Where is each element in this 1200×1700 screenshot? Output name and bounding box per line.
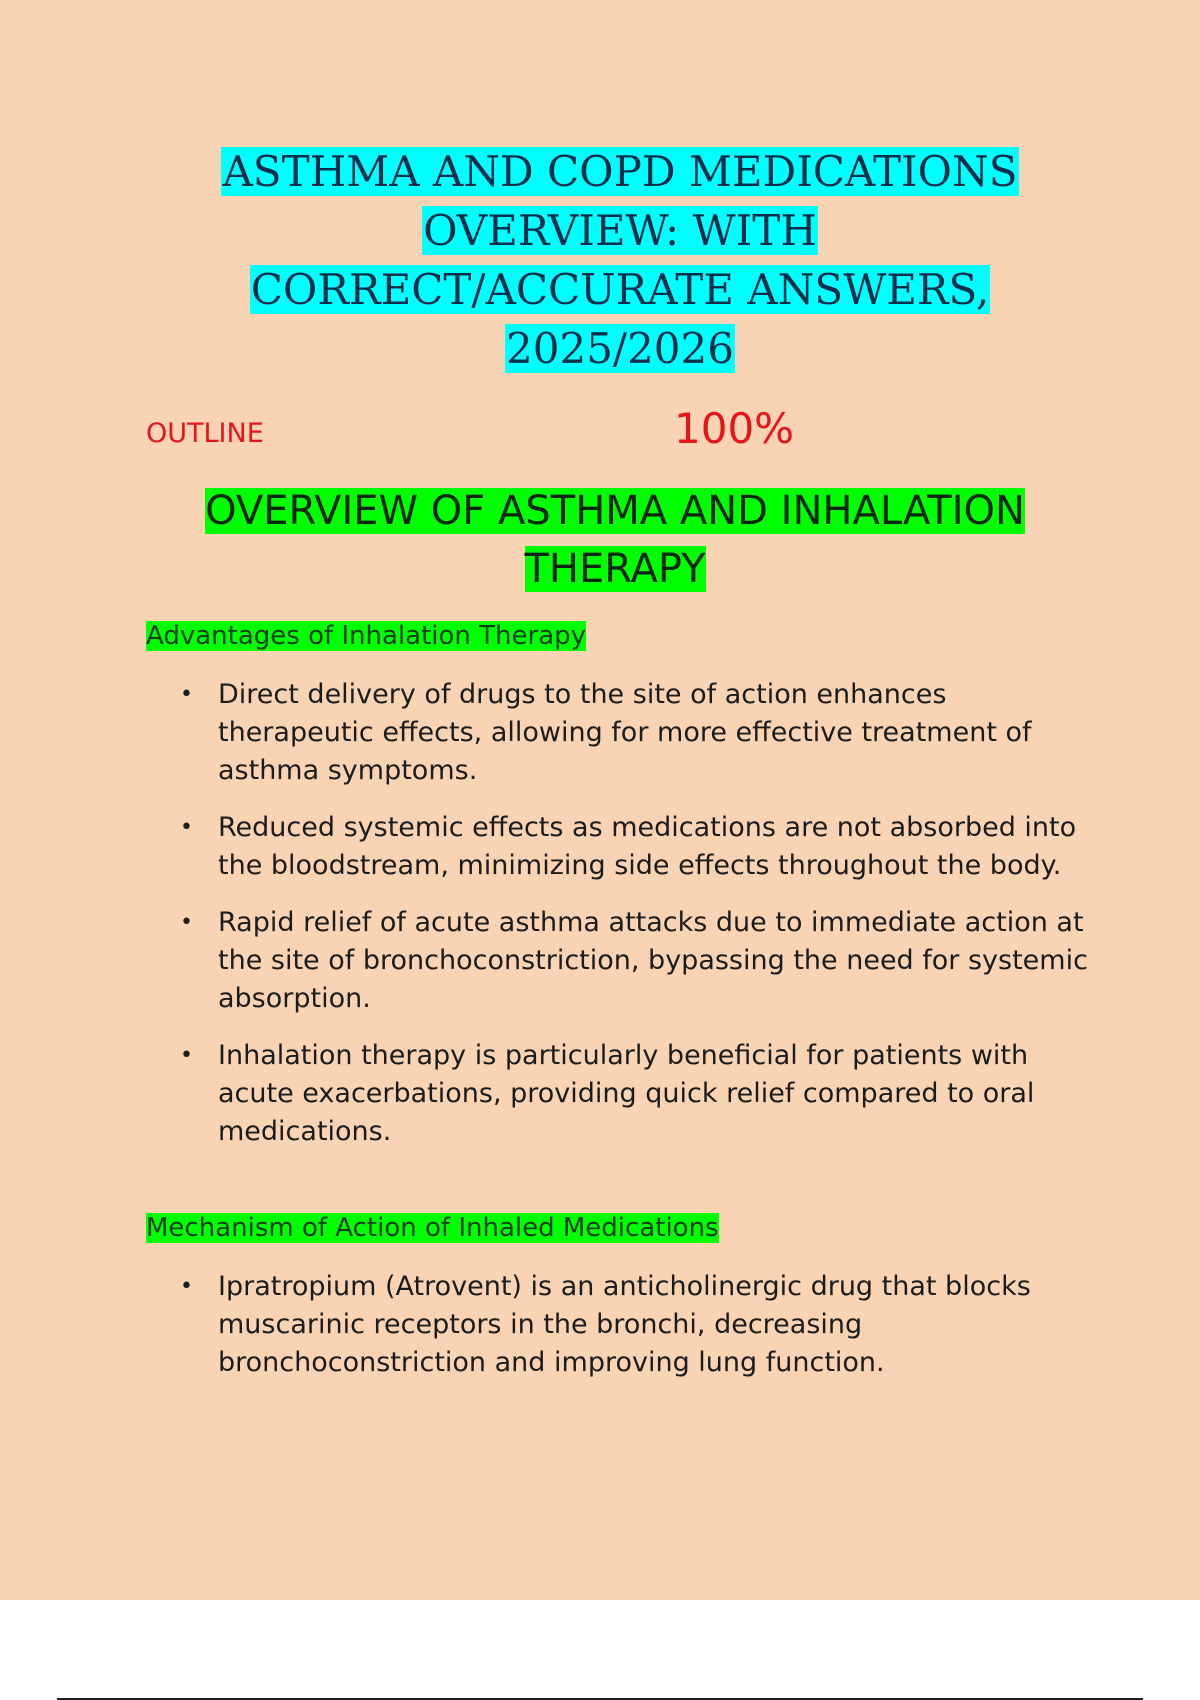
bullet-icon: • bbox=[180, 910, 193, 935]
list-item-text: Reduced systemic effects as medications are not absorbed into the bloodstream, minimizing side effects throughout the body. bbox=[218, 812, 1077, 881]
document-title bbox=[130, 142, 1110, 378]
subsection-heading-advantages bbox=[146, 619, 586, 653]
section-title-line: OVERVIEW OF ASTHMA AND INHALATION bbox=[205, 488, 1025, 534]
subsection-heading-text: Advantages of Inhalation Therapy bbox=[146, 621, 587, 651]
title-line: CORRECT/ACCURATE ANSWERS, bbox=[250, 265, 990, 314]
bullet-icon: • bbox=[180, 1043, 193, 1068]
outline-label: OUTLINE bbox=[146, 418, 264, 449]
list-item bbox=[180, 904, 1100, 1018]
title-line: OVERVIEW: WITH bbox=[423, 206, 817, 255]
section-title-line: THERAPY bbox=[524, 546, 706, 592]
advantages-list bbox=[180, 676, 1100, 1170]
bullet-icon: • bbox=[180, 682, 193, 707]
bullet-icon: • bbox=[180, 815, 193, 840]
subsection-heading-mechanism bbox=[146, 1211, 719, 1245]
title-line: ASTHMA AND COPD MEDICATIONS bbox=[222, 147, 1018, 196]
list-item-text: Inhalation therapy is particularly beneficial for patients with acute exacerbations, providing quick relief compared to oral medications. bbox=[218, 1040, 1035, 1147]
list-item-text: Direct delivery of drugs to the site of action enhances therapeutic effects, allowing for more effective treatment of asthma symptoms. bbox=[218, 679, 1032, 786]
title-line: 2025/2026 bbox=[506, 324, 734, 373]
list-item bbox=[180, 809, 1100, 885]
list-item bbox=[180, 1037, 1100, 1151]
score-label: 100% bbox=[674, 404, 795, 453]
list-item bbox=[180, 1268, 1100, 1382]
list-item-text: Ipratropium (Atrovent) is an anticholinergic drug that blocks muscarinic receptors in the bronchi, decreasing bronchoconstriction and improving lung function. bbox=[218, 1271, 1031, 1378]
bullet-icon: • bbox=[180, 1274, 193, 1299]
subsection-heading-text: Mechanism of Action of Inhaled Medications bbox=[146, 1213, 719, 1243]
mechanism-list bbox=[180, 1268, 1100, 1401]
list-item bbox=[180, 676, 1100, 790]
section-title bbox=[140, 482, 1090, 598]
list-item-text: Rapid relief of acute asthma attacks due to immediate action at the site of bronchoconstriction, bypassing the need for systemic absorption. bbox=[218, 907, 1088, 1014]
